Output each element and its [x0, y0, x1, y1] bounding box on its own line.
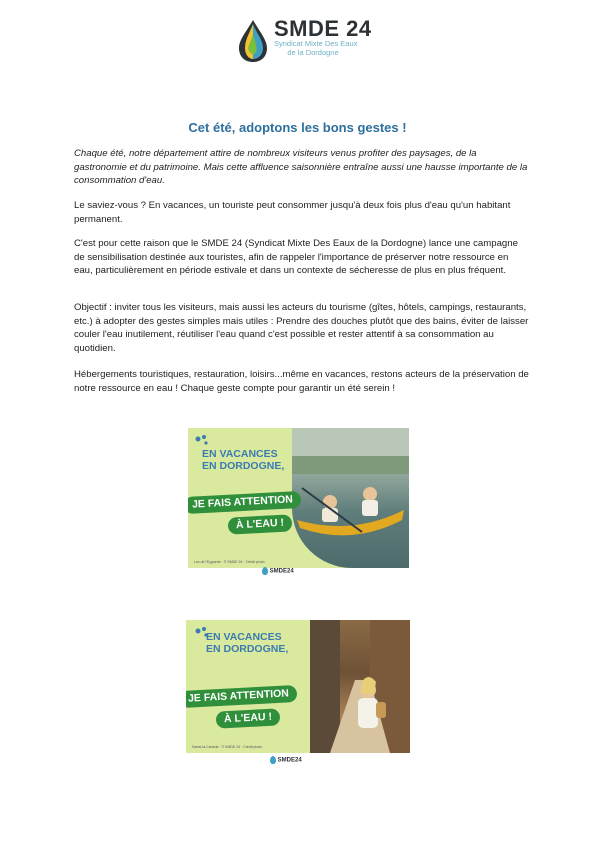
intro-paragraph: Chaque été, notre département attire de nombreux visiteurs venus profiter des paysages, de la gastronomie et du patrimoine. Mais cette affluence saisonnière entraîne aussi une hausse importante de la consommation d'eau.	[74, 148, 528, 187]
campaign-visual-kayak	[188, 428, 409, 568]
mini-drop-icon	[270, 756, 276, 764]
campaign-paragraph: C'est pour cette raison que le SMDE 24 (Syndicat Mixte Des Eaux de la Dordogne) lance une campagne de sensibilisation destinée aux touristes, afin de rappeler l'importance de préserver notre ressource en eau, particulièrement en période estivale et dans un contexte de sécheresse de plus en plus fréquent.	[74, 238, 518, 277]
card-heading	[206, 631, 288, 655]
photo-credit: Lac de l'Eyguerie · © SMDE 24 · Crédit photo	[194, 560, 265, 564]
card-logo	[270, 756, 302, 764]
card-heading	[202, 448, 284, 472]
card-heading-line1: EN VACANCES	[202, 448, 278, 460]
card-logo-text: SMDE24	[269, 568, 294, 575]
card-logo	[262, 567, 294, 575]
water-drop-logo-icon	[236, 18, 270, 64]
logo-name: SMDE 24	[274, 16, 372, 41]
page-title: Cet été, adoptons les bons gestes !	[188, 120, 407, 135]
campaign-visual-village	[186, 620, 410, 753]
slogan-pill-line1: JE FAIS ATTENTION	[186, 685, 297, 708]
logo-subtitle	[274, 39, 358, 57]
closing-paragraph: Hébergements touristiques, restauration, loisirs...même en vacances, restons acteurs de la préservation de notre ressource en eau ! Chaque geste compte pour garantir un été serein !	[74, 369, 529, 394]
village-photo	[310, 620, 410, 753]
logo-subtitle-line2: de la Dordogne	[287, 48, 339, 57]
smde24-logo	[236, 16, 372, 66]
fact-paragraph: Le saviez-vous ? En vacances, un touriste peut consommer jusqu'à deux fois plus d'eau qu'un habitant permanent.	[74, 200, 511, 225]
card-heading-line2: EN DORDOGNE,	[202, 460, 285, 472]
kayak-illustration	[292, 428, 409, 568]
objective-paragraph: Objectif : inviter tous les visiteurs, mais aussi les acteurs du tourisme (gîtes, hôtels, campings, restaurants, etc.) à adopter des gestes simples mais utiles : Prendre des douches plutôt que des bains, éviter de laisser couler l'eau inutilement, réutiliser l'eau quand c'est possible et rester attentif à sa consommation au quotidien.	[74, 302, 529, 354]
card-logo-text: SMDE24	[277, 757, 302, 764]
slogan-pill-line2: À L'EAU !	[228, 514, 293, 534]
water-drop-decoration-icon	[194, 434, 210, 448]
photo-credit: Sarlat-la-Canéda · © SMDE 24 · Crédit photo	[192, 745, 263, 749]
logo-subtitle-line1: Syndicat Mixte Des Eaux	[274, 39, 358, 48]
slogan-pill-line2: À L'EAU !	[216, 708, 281, 728]
village-illustration	[310, 620, 410, 753]
slogan-pill-line1: JE FAIS ATTENTION	[188, 491, 301, 514]
mini-drop-icon	[262, 567, 268, 575]
card-heading-line2: EN DORDOGNE,	[206, 643, 289, 655]
card-heading-line1: EN VACANCES	[206, 631, 282, 643]
kayak-photo	[292, 428, 409, 568]
